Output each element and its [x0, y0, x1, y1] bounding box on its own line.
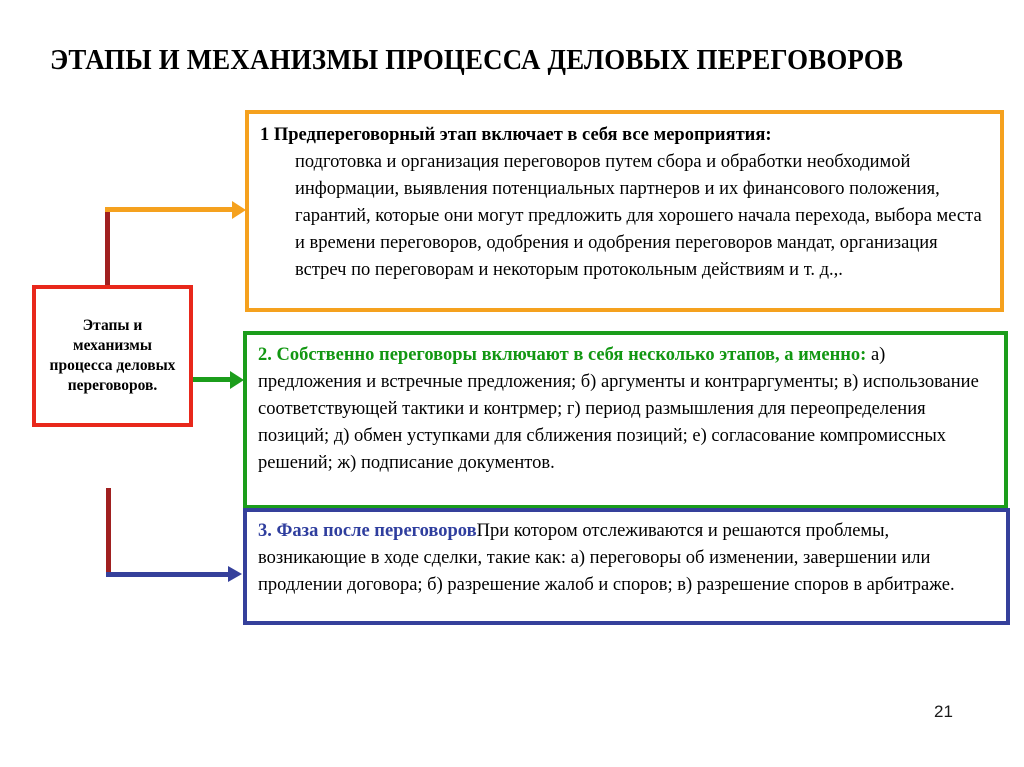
stage-3-text — [258, 518, 994, 599]
stage-3-heading: 3. Фаза после переговоров — [258, 521, 477, 541]
stage-3-box — [243, 508, 1010, 625]
page-number: 21 — [934, 702, 953, 721]
stage-1-text — [260, 122, 988, 283]
stage-3-body: При котором отслеживаются и решаются проблемы, возникающие в ходе сделки, такие как: а) переговоры об изменении, завершении или продлении договора; б) разрешение жалоб и споров; в) разрешение споров в арбитраже. — [258, 521, 955, 596]
stage-2-box — [243, 331, 1008, 509]
connector-to-stage-3-stem — [106, 488, 111, 577]
stage-2-text — [258, 342, 992, 477]
connector-to-stage-1-stem — [105, 207, 110, 289]
connector-to-stage-3-arrowhead-icon — [228, 566, 242, 582]
connector-to-stage-1-line — [105, 207, 238, 212]
connector-to-stage-2-arrowhead-icon — [230, 371, 244, 389]
stage-1-box — [245, 110, 1004, 312]
connector-to-stage-1-arrowhead-icon — [232, 201, 246, 219]
source-box — [32, 285, 193, 427]
stage-1-body: подготовка и организация переговоров путем сбора и обработки необходимой информации, выявления потенциальных партнеров и их финансового положения, гарантий, которые они могут предложить для хорошего начала перехода, выбора места и времени переговоров, одобрения и одобрения переговоров мандат, организация встреч по переговорам и некоторым протокольным действиям и т. д.,. — [295, 151, 982, 280]
page-title: ЭТАПЫ И МЕХАНИЗМЫ ПРОЦЕССА ДЕЛОВЫХ ПЕРЕГОВОРОВ — [50, 45, 904, 76]
stage-2-body: а) предложения и встречные предложения; б) аргументы и контраргументы; в) использование соответствующей тактики и контрмер; г) период размышления для переопределения позиций; д) обмен уступками для сближения позиций; е) согласование компромиссных решений; ж) подписание документов. — [258, 345, 979, 474]
stage-2-heading: 2. Собственно переговоры включают в себя несколько этапов, а именно: — [258, 345, 867, 365]
connector-to-stage-3-line — [106, 572, 236, 577]
source-box-label: Этапы и механизмы процесса деловых переговоров. — [49, 316, 176, 395]
stage-1-heading: 1 Предпереговорный этап включает в себя все мероприятия: — [260, 125, 772, 145]
